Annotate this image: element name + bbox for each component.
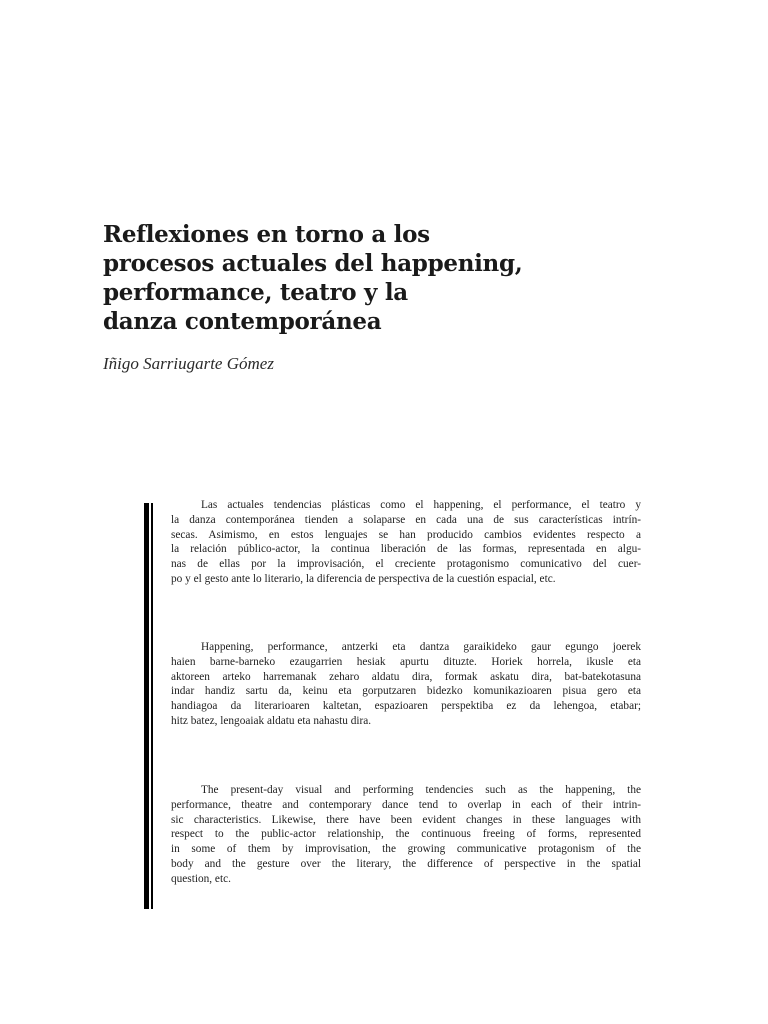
abstract-basque: [171, 640, 641, 729]
title-line: Reflexiones en torno a los: [103, 221, 430, 248]
margin-bar-thick: [144, 503, 149, 909]
abstract-line: aktoreen arteko harremanak zeharo aldatu dira, formak askatu dira, bat-batekotasuna: [171, 670, 641, 683]
article-author: Iñigo Sarriugarte Gómez: [103, 354, 274, 373]
abstract-line: la relación público-actor, la continua liberación de las formas, representada en algu-: [171, 543, 641, 556]
abstract-line: question, etc.: [171, 872, 231, 885]
abstract-line: la danza contemporánea tienden a solaparse en cada una de sus características intrín-: [171, 513, 641, 526]
title-line: performance, teatro y la: [103, 279, 408, 306]
abstract-line: po y el gesto ante lo literario, la diferencia de perspectiva de la cuestión espacial, etc.: [171, 572, 556, 585]
article-title: [103, 220, 563, 336]
abstract-line: performance, theatre and contemporary dance tend to overlap in each of their intrin-: [171, 798, 641, 811]
abstract-line: nas de ellas por la improvisación, el creciente protagonismo comunicativo del cuer-: [171, 558, 641, 571]
abstract-english: [171, 783, 641, 887]
abstract-line: hitz batez, lengoaiak aldatu eta nahastu dira.: [171, 714, 372, 727]
abstract-line: The present-day visual and performing tendencies such as the happening, the: [201, 784, 641, 796]
abstract-line: haien barne-barneko ezaugarrien hesiak apurtu dituzte. Horiek horrela, ikusle eta: [171, 655, 641, 668]
abstract-margin-bar: [144, 503, 154, 909]
title-line: danza contemporánea: [103, 308, 382, 335]
abstract-line: secas. Asimismo, en estos lenguajes se han producido cambios evidentes respecto a: [171, 528, 641, 541]
abstract-line: Las actuales tendencias plásticas como el happening, el performance, el teatro y: [201, 499, 641, 511]
abstract-line: in some of them by improvisation, the growing communicative protagonism of the: [171, 843, 641, 856]
abstract-line: Happening, performance, antzerki eta dantza garaikideko gaur egungo joerek: [201, 641, 641, 653]
abstract-spanish: [171, 498, 641, 587]
abstract-line: sic characteristics. Likewise, there have been evident changes in these languages with: [171, 813, 641, 826]
title-line: procesos actuales del happening,: [103, 250, 523, 277]
abstract-line: handiagoa da literarioaren kaltetan, espazioaren perspektiba ez da lehengoa, etabar;: [171, 700, 641, 713]
margin-bar-thin: [151, 503, 153, 909]
abstract-line: respect to the public-actor relationship, the continuous freeing of forms, represented: [171, 828, 641, 841]
abstract-line: body and the gesture over the literary, the difference of perspective in the spatial: [171, 857, 641, 870]
abstract-line: indar handiz sartu da, keinu eta gorputzaren bidezko komunikazioaren pisua gero eta: [171, 685, 641, 698]
